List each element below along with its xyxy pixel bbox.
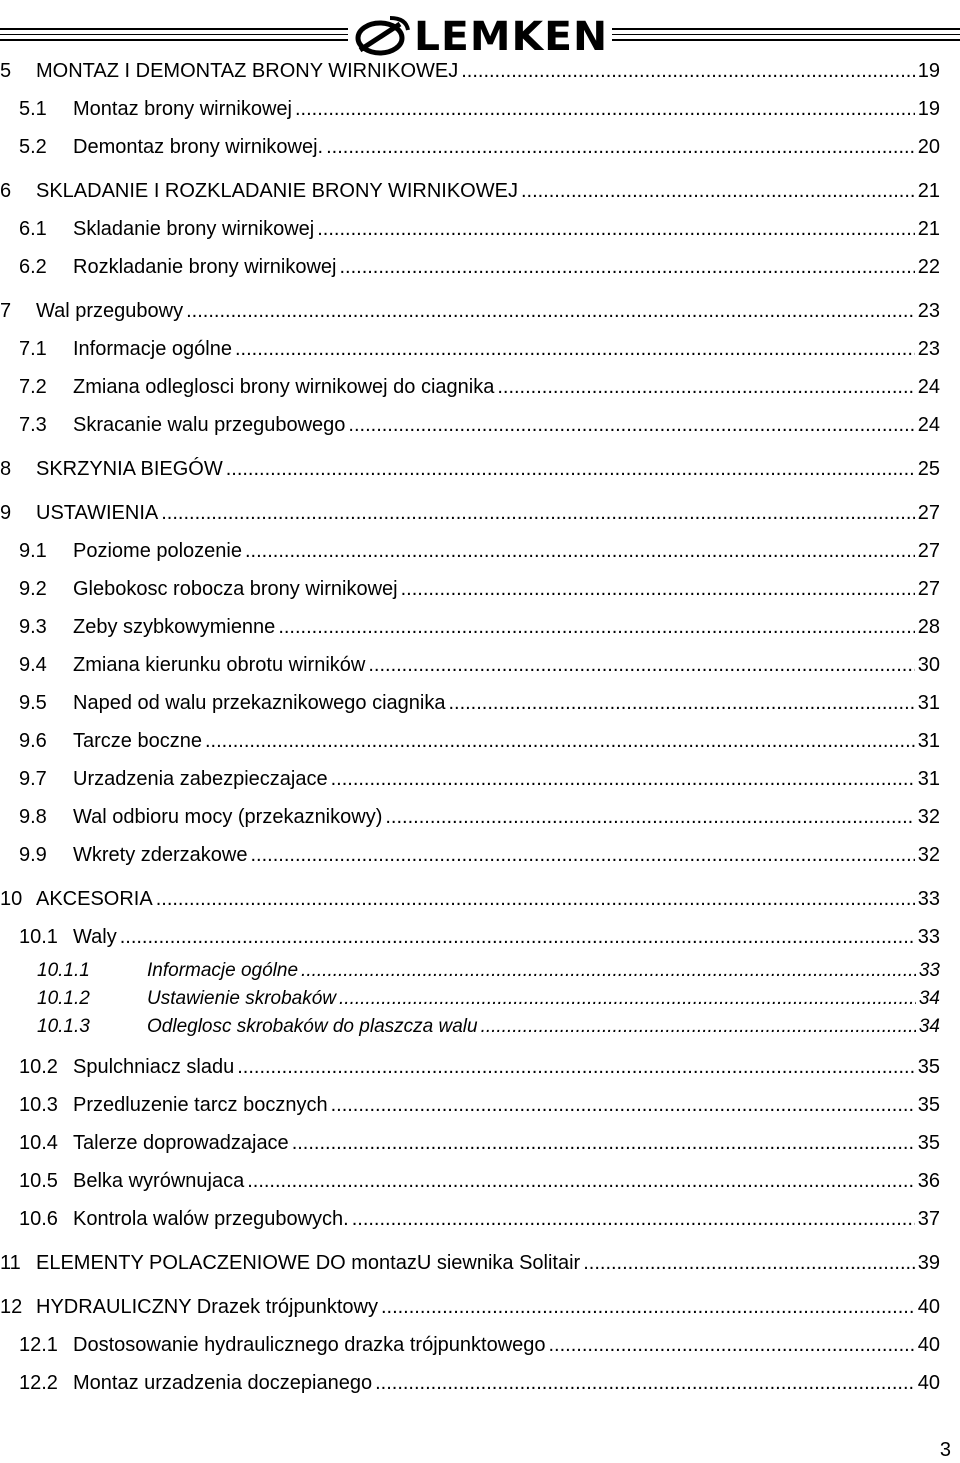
toc-entry[interactable] [0, 502, 940, 525]
toc-entry[interactable] [0, 1132, 940, 1155]
toc-entry[interactable] [0, 136, 940, 159]
dot-leader [352, 1208, 915, 1231]
toc-entry-number: 9.1 [19, 540, 47, 562]
dot-leader [583, 1252, 915, 1275]
toc-entry[interactable] [0, 540, 940, 563]
toc-entry-number: 10.1.2 [37, 988, 90, 1009]
toc-entry-title: ELEMENTY POLACZENIOWE DO montazU siewnika Solitair [36, 1252, 581, 1274]
toc-entry-page: 36 [917, 1170, 940, 1192]
toc-entry[interactable] [0, 806, 940, 829]
toc-entry-title: Spulchniacz sladu [73, 1056, 235, 1078]
toc-entry-title: Wal przegubowy [36, 300, 184, 322]
dot-leader [245, 540, 915, 563]
toc-entry-title: Informacje ogólne [147, 960, 299, 981]
toc-entry-title: Informacje ogólne [73, 338, 232, 360]
toc-entry[interactable] [0, 1372, 940, 1395]
dot-leader [237, 1056, 915, 1079]
toc-entry-title: Skladanie brony wirnikowej [73, 218, 315, 240]
dot-leader [549, 1334, 915, 1357]
toc-entry-page: 31 [917, 730, 940, 752]
toc-entry-number: 5 [0, 60, 12, 82]
toc-entry-page: 27 [917, 502, 940, 524]
toc-entry-title: Wkrety zderzakowe [73, 844, 248, 866]
toc-entry-title: Kontrola walów przegubowych. [73, 1208, 349, 1230]
toc-entry-number: 7 [0, 300, 12, 322]
toc-entry-number: 10.5 [19, 1170, 58, 1192]
toc-entry-title: Skracanie walu przegubowego [73, 414, 346, 436]
toc-entry[interactable] [0, 960, 940, 982]
toc-entry-title: Montaz urzadzenia doczepianego [73, 1372, 373, 1394]
toc-entry-page: 40 [917, 1296, 940, 1318]
toc-entry-number: 10 [0, 888, 23, 910]
toc-entry-page: 22 [917, 256, 940, 278]
dot-leader [120, 926, 915, 949]
toc-entry-page: 34 [918, 1016, 940, 1037]
toc-entry-number: 6.1 [19, 218, 47, 240]
toc-entry-title: Odleglosc skrobaków do plaszcza walu [147, 1016, 478, 1037]
toc-entry-title: Wal odbioru mocy (przekaznikowy) [73, 806, 383, 828]
toc-entry[interactable] [0, 376, 940, 399]
toc-entry[interactable] [0, 616, 940, 639]
toc-entry[interactable] [0, 414, 940, 437]
toc-entry[interactable] [0, 730, 940, 753]
dot-leader [235, 338, 915, 361]
toc-entry-page: 19 [917, 98, 940, 120]
toc-entry-title: Talerze doprowadzajace [73, 1132, 289, 1154]
toc-entry-number: 9.4 [19, 654, 47, 676]
toc-entry-page: 32 [917, 806, 940, 828]
toc-entry-page: 23 [917, 300, 940, 322]
toc-entry-number: 9.7 [19, 768, 47, 790]
toc-entry-page: 31 [917, 768, 940, 790]
toc-entry[interactable] [0, 1016, 940, 1038]
toc-entry-page: 21 [917, 180, 940, 202]
toc-entry[interactable] [0, 1334, 940, 1357]
page-number: 3 [939, 1439, 951, 1461]
toc-entry-title: Poziome polozenie [73, 540, 242, 562]
toc-entry-title: Montaz brony wirnikowej [73, 98, 292, 120]
dot-leader [317, 218, 915, 241]
toc-entry[interactable] [0, 1296, 940, 1319]
dot-leader [186, 300, 915, 323]
header-rule-right [612, 28, 960, 50]
toc-entry-title: AKCESORIA [36, 888, 153, 910]
dot-leader [326, 136, 915, 159]
toc-entry-number: 12.2 [19, 1372, 58, 1394]
toc-entry-number: 5.2 [19, 136, 47, 158]
toc-entry-page: 25 [917, 458, 940, 480]
toc-entry-number: 10.1.3 [37, 1016, 90, 1037]
toc-entry-page: 40 [917, 1334, 940, 1356]
toc-entry-page: 31 [917, 692, 940, 714]
toc-entry-title: Ustawienie skrobaków [147, 988, 337, 1009]
dot-leader [521, 180, 915, 203]
toc-entry-page: 34 [918, 988, 940, 1009]
lemken-logo [352, 14, 610, 58]
toc-entry-page: 33 [918, 960, 940, 981]
toc-entry[interactable] [0, 844, 940, 867]
dot-leader [401, 578, 915, 601]
toc-entry-page: 37 [917, 1208, 940, 1230]
toc-entry-page: 27 [917, 540, 940, 562]
toc-entry-title: Naped od walu przekaznikowego ciagnika [73, 692, 446, 714]
toc-entry[interactable] [0, 256, 940, 279]
toc-entry-page: 40 [917, 1372, 940, 1394]
toc-entry-title: Urzadzenia zabezpieczajace [73, 768, 328, 790]
toc-entry[interactable] [0, 1094, 940, 1117]
toc-entry-number: 10.4 [19, 1132, 58, 1154]
dot-leader [247, 1170, 915, 1193]
toc-entry-page: 35 [917, 1132, 940, 1154]
toc-entry-title: Tarcze boczne [73, 730, 202, 752]
dot-leader [301, 960, 916, 982]
dot-leader [161, 502, 915, 525]
toc-entry[interactable] [0, 218, 940, 241]
toc-entry-number: 6 [0, 180, 12, 202]
brand-name: LEMKEN [414, 14, 609, 60]
dot-leader [278, 616, 914, 639]
dot-leader [339, 988, 916, 1010]
toc-entry[interactable] [0, 926, 940, 949]
toc-entry-number: 9.6 [19, 730, 47, 752]
toc-entry[interactable] [0, 578, 940, 601]
dot-leader [381, 1296, 915, 1319]
toc-entry-page: 24 [917, 376, 940, 398]
toc-entry[interactable] [0, 180, 940, 203]
dot-leader [331, 1094, 915, 1117]
toc-entry-page: 30 [917, 654, 940, 676]
dot-leader [368, 654, 914, 677]
toc-entry-title: Rozkladanie brony wirnikowej [73, 256, 337, 278]
toc-entry-number: 7.2 [19, 376, 47, 398]
dot-leader [497, 376, 914, 399]
toc-entry-page: 35 [917, 1056, 940, 1078]
toc-entry-page: 39 [917, 1252, 940, 1274]
toc-entry-number: 6.2 [19, 256, 47, 278]
toc-entry-number: 9.3 [19, 616, 47, 638]
dot-leader [339, 256, 914, 279]
toc-entry-page: 35 [917, 1094, 940, 1116]
toc-entry-title: USTAWIENIA [36, 502, 159, 524]
toc-entry-title: Przedluzenie tarcz bocznych [73, 1094, 328, 1116]
toc-entry-page: 21 [917, 218, 940, 240]
toc-entry[interactable] [0, 1252, 940, 1275]
toc-entry-title: Demontaz brony wirnikowej. [73, 136, 324, 158]
toc-entry-title: SKLADANIE I ROZKLADANIE BRONY WIRNIKOWEJ [36, 180, 518, 202]
toc-entry-title: Glebokosc robocza brony wirnikowej [73, 578, 398, 600]
toc-entry-page: 33 [917, 888, 940, 910]
toc-entry[interactable] [0, 654, 940, 677]
dot-leader [375, 1372, 915, 1395]
dot-leader [448, 692, 914, 715]
toc-entry-page: 32 [917, 844, 940, 866]
toc-entry[interactable] [0, 768, 940, 791]
toc-entry[interactable] [0, 458, 940, 481]
toc-entry-title: Zmiana kierunku obrotu wirników [73, 654, 366, 676]
toc-entry-number: 5.1 [19, 98, 47, 120]
dot-leader [461, 60, 915, 83]
toc-entry-number: 11 [0, 1252, 21, 1274]
toc-entry-number: 10.1.1 [37, 960, 90, 981]
toc-entry-title: Zeby szybkowymienne [73, 616, 276, 638]
toc-entry-title: Belka wyrównujaca [73, 1170, 245, 1192]
toc-entry-number: 9 [0, 502, 12, 524]
toc-entry-number: 12 [0, 1296, 23, 1318]
toc-entry-number: 7.1 [19, 338, 47, 360]
toc-entry-page: 33 [917, 926, 940, 948]
toc-entry-title: SKRZYNIA BIEGÓW [36, 458, 223, 480]
toc-entry-title: Dostosowanie hydraulicznego drazka trójpunktowego [73, 1334, 546, 1356]
toc-entry-number: 10.1 [19, 926, 58, 948]
toc-entry[interactable] [0, 888, 940, 911]
toc-entry-page: 24 [917, 414, 940, 436]
toc-entry-title: HYDRAULICZNY Drazek trójpunktowy [36, 1296, 378, 1318]
toc-entry[interactable] [0, 98, 940, 121]
toc-entry-number: 10.6 [19, 1208, 58, 1230]
toc-entry-page: 20 [917, 136, 940, 158]
toc-entry-number: 7.3 [19, 414, 47, 436]
dot-leader [226, 458, 915, 481]
toc-entry[interactable] [0, 692, 940, 715]
toc-entry[interactable] [0, 338, 940, 361]
toc-entry-number: 12.1 [19, 1334, 58, 1356]
toc-entry-title: Zmiana odleglosci brony wirnikowej do ciagnika [73, 376, 495, 398]
toc-entry[interactable] [0, 60, 940, 83]
toc-entry-number: 9.5 [19, 692, 47, 714]
toc-entry-number: 10.2 [19, 1056, 58, 1078]
dot-leader [481, 1016, 916, 1038]
lemken-emblem-icon [352, 14, 412, 58]
toc-entry-number: 9.9 [19, 844, 47, 866]
dot-leader [348, 414, 914, 437]
header-rule-left [0, 28, 348, 50]
dot-leader [385, 806, 914, 829]
page-header [0, 14, 960, 58]
toc-entry-page: 28 [917, 616, 940, 638]
toc-entry-number: 9.2 [19, 578, 47, 600]
toc-entry[interactable] [0, 1208, 940, 1231]
toc-entry-title: MONTAZ I DEMONTAZ BRONY WIRNIKOWEJ [36, 60, 459, 82]
toc-entry-page: 19 [917, 60, 940, 82]
toc-entry-number: 8 [0, 458, 12, 480]
toc-entry-page: 27 [917, 578, 940, 600]
toc-entry-number: 10.3 [19, 1094, 58, 1116]
toc-entry[interactable] [0, 1056, 940, 1079]
dot-leader [295, 98, 915, 121]
dot-leader [251, 844, 915, 867]
toc-entry[interactable] [0, 300, 940, 323]
dot-leader [331, 768, 915, 791]
toc-entry[interactable] [0, 1170, 940, 1193]
toc-entry-title: Waly [73, 926, 117, 948]
dot-leader [205, 730, 915, 753]
dot-leader [156, 888, 915, 911]
toc-entry-page: 23 [917, 338, 940, 360]
toc-entry[interactable] [0, 988, 940, 1010]
toc-entry-number: 9.8 [19, 806, 47, 828]
dot-leader [292, 1132, 915, 1155]
